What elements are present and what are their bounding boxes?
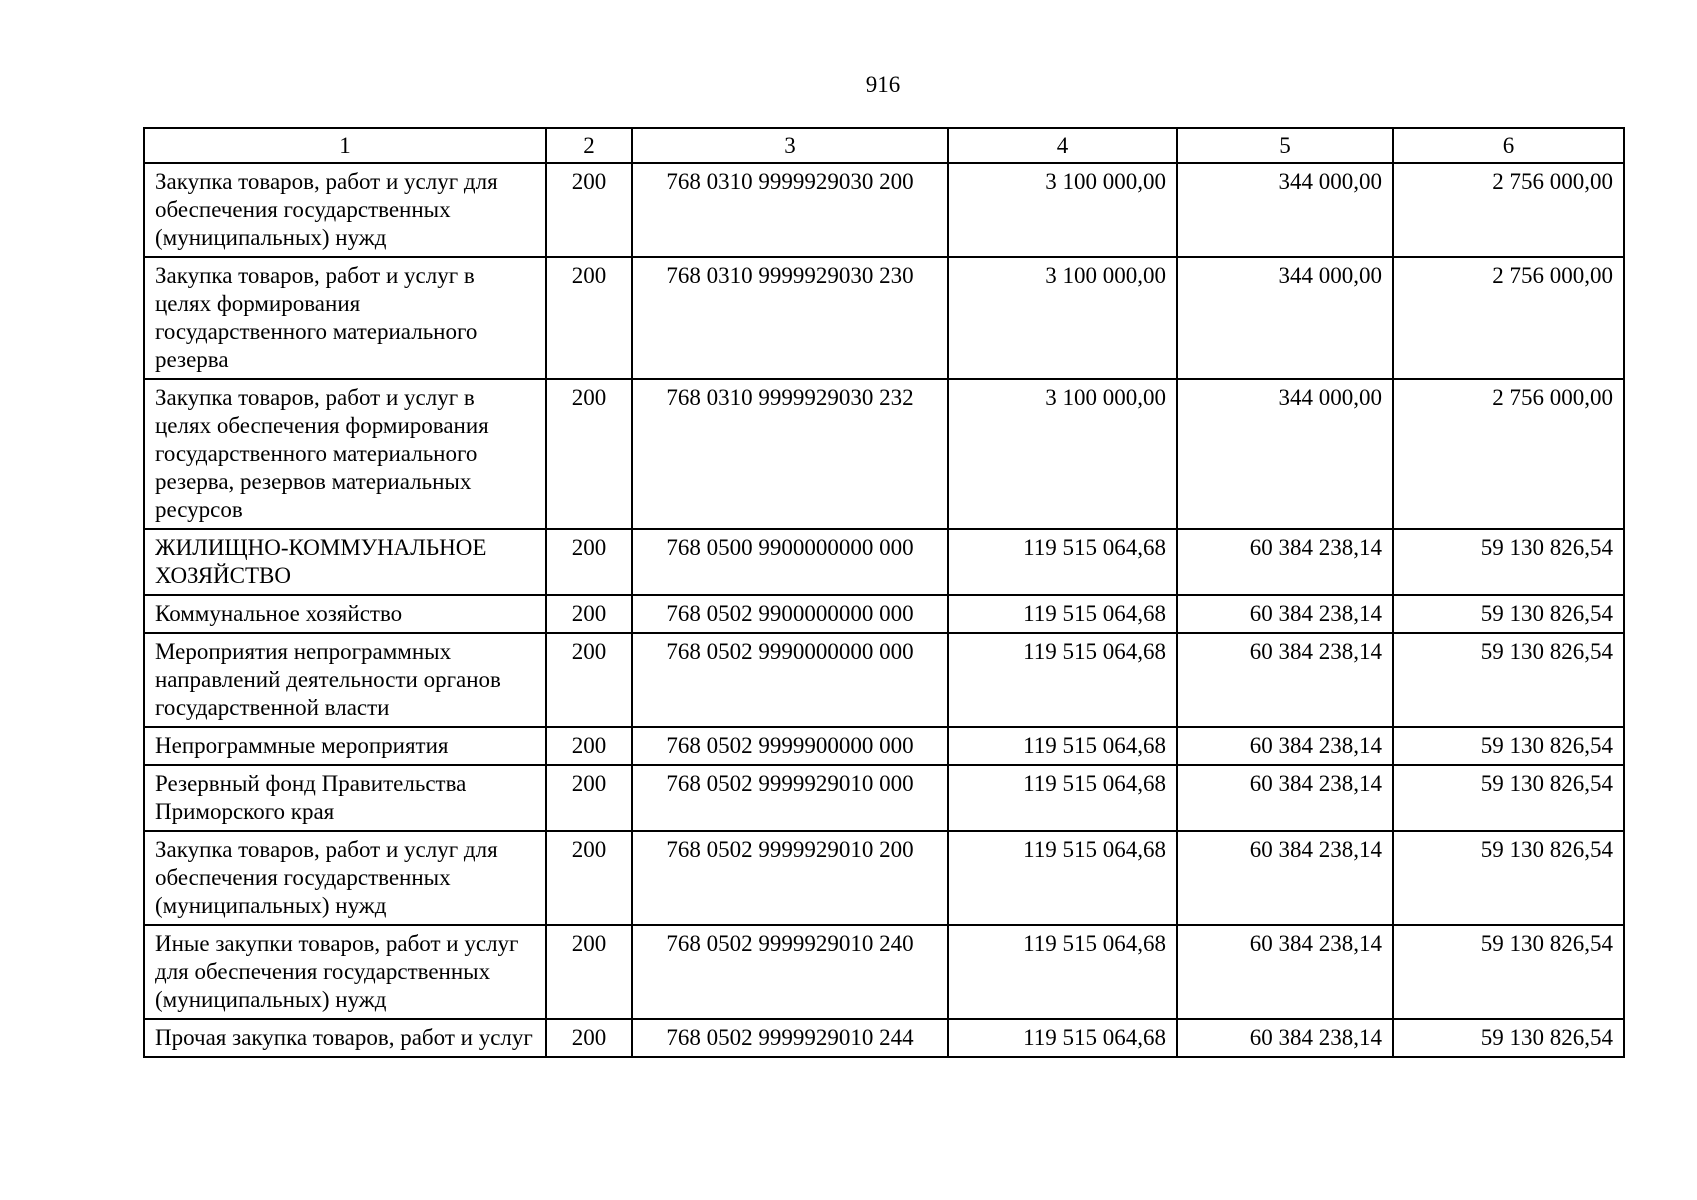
row-value-5: 60 384 238,14	[1177, 727, 1393, 765]
table-row	[144, 163, 1624, 257]
row-value-4: 119 515 064,68	[948, 727, 1177, 765]
row-name: Резервный фонд Правительства Приморского края	[144, 765, 546, 831]
row-status: 200	[546, 727, 632, 765]
row-value-4: 3 100 000,00	[948, 257, 1177, 379]
row-name: Закупка товаров, работ и услуг в целях обеспечения формирования государственного материального резерва, резервов материальных ресурсов	[144, 379, 546, 529]
row-status: 200	[546, 529, 632, 595]
row-name: Закупка товаров, работ и услуг в целях формирования государственного материального резерва	[144, 257, 546, 379]
row-value-5: 60 384 238,14	[1177, 595, 1393, 633]
row-value-6: 59 130 826,54	[1393, 765, 1624, 831]
row-code: 768 0502 9999929010 240	[632, 925, 948, 1019]
row-value-5: 60 384 238,14	[1177, 529, 1393, 595]
row-code: 768 0310 9999929030 232	[632, 379, 948, 529]
row-value-6: 2 756 000,00	[1393, 379, 1624, 529]
table-row	[144, 379, 1624, 529]
page-number: 916	[865, 72, 901, 97]
row-status: 200	[546, 163, 632, 257]
row-name: Коммунальное хозяйство	[144, 595, 546, 633]
row-value-6: 59 130 826,54	[1393, 727, 1624, 765]
table-row	[144, 257, 1624, 379]
row-value-6: 2 756 000,00	[1393, 257, 1624, 379]
row-value-6: 59 130 826,54	[1393, 831, 1624, 925]
header-cell: 6	[1393, 128, 1624, 163]
row-value-4: 119 515 064,68	[948, 633, 1177, 727]
row-code: 768 0502 9990000000 000	[632, 633, 948, 727]
row-value-6: 59 130 826,54	[1393, 633, 1624, 727]
row-value-5: 344 000,00	[1177, 379, 1393, 529]
row-code: 768 0502 9999929010 200	[632, 831, 948, 925]
row-value-5: 60 384 238,14	[1177, 765, 1393, 831]
row-name: Прочая закупка товаров, работ и услуг	[144, 1019, 546, 1057]
row-code: 768 0502 9999900000 000	[632, 727, 948, 765]
row-code: 768 0502 9999929010 000	[632, 765, 948, 831]
row-value-6: 59 130 826,54	[1393, 1019, 1624, 1057]
header-cell: 5	[1177, 128, 1393, 163]
header-cell: 1	[144, 128, 546, 163]
row-value-4: 3 100 000,00	[948, 379, 1177, 529]
row-name: Непрограммные мероприятия	[144, 727, 546, 765]
row-status: 200	[546, 379, 632, 529]
row-code: 768 0502 9999929010 244	[632, 1019, 948, 1057]
row-code: 768 0500 9900000000 000	[632, 529, 948, 595]
row-value-5: 60 384 238,14	[1177, 633, 1393, 727]
row-value-5: 60 384 238,14	[1177, 925, 1393, 1019]
row-name: Закупка товаров, работ и услуг для обеспечения государственных (муниципальных) нужд	[144, 831, 546, 925]
row-value-4: 119 515 064,68	[948, 595, 1177, 633]
budget-table	[143, 127, 1625, 1058]
header-row	[144, 128, 1624, 163]
row-value-5: 344 000,00	[1177, 257, 1393, 379]
row-status: 200	[546, 925, 632, 1019]
row-value-4: 119 515 064,68	[948, 1019, 1177, 1057]
row-status: 200	[546, 633, 632, 727]
row-status: 200	[546, 765, 632, 831]
row-name: Иные закупки товаров, работ и услуг для обеспечения государственных (муниципальных) нужд	[144, 925, 546, 1019]
table-row	[144, 633, 1624, 727]
row-value-4: 119 515 064,68	[948, 529, 1177, 595]
row-code: 768 0310 9999929030 200	[632, 163, 948, 257]
row-name: ЖИЛИЩНО-КОММУНАЛЬНОЕ ХОЗЯЙСТВО	[144, 529, 546, 595]
row-name: Закупка товаров, работ и услуг для обеспечения государственных (муниципальных) нужд	[144, 163, 546, 257]
row-name: Мероприятия непрограммных направлений деятельности органов государственной власти	[144, 633, 546, 727]
header-cell: 2	[546, 128, 632, 163]
row-value-5: 60 384 238,14	[1177, 1019, 1393, 1057]
row-value-4: 119 515 064,68	[948, 831, 1177, 925]
row-value-6: 59 130 826,54	[1393, 595, 1624, 633]
row-status: 200	[546, 595, 632, 633]
header-cell: 3	[632, 128, 948, 163]
table-row	[144, 925, 1624, 1019]
row-value-4: 3 100 000,00	[948, 163, 1177, 257]
row-value-4: 119 515 064,68	[948, 925, 1177, 1019]
row-value-5: 60 384 238,14	[1177, 831, 1393, 925]
table-row	[144, 765, 1624, 831]
table-row	[144, 1019, 1624, 1057]
row-code: 768 0502 9900000000 000	[632, 595, 948, 633]
row-status: 200	[546, 831, 632, 925]
header-cell: 4	[948, 128, 1177, 163]
table-row	[144, 727, 1624, 765]
row-value-4: 119 515 064,68	[948, 765, 1177, 831]
row-code: 768 0310 9999929030 230	[632, 257, 948, 379]
table-row	[144, 595, 1624, 633]
table-row	[144, 529, 1624, 595]
row-value-6: 59 130 826,54	[1393, 925, 1624, 1019]
row-value-5: 344 000,00	[1177, 163, 1393, 257]
table-row	[144, 831, 1624, 925]
row-status: 200	[546, 1019, 632, 1057]
row-value-6: 2 756 000,00	[1393, 163, 1624, 257]
row-value-6: 59 130 826,54	[1393, 529, 1624, 595]
row-status: 200	[546, 257, 632, 379]
